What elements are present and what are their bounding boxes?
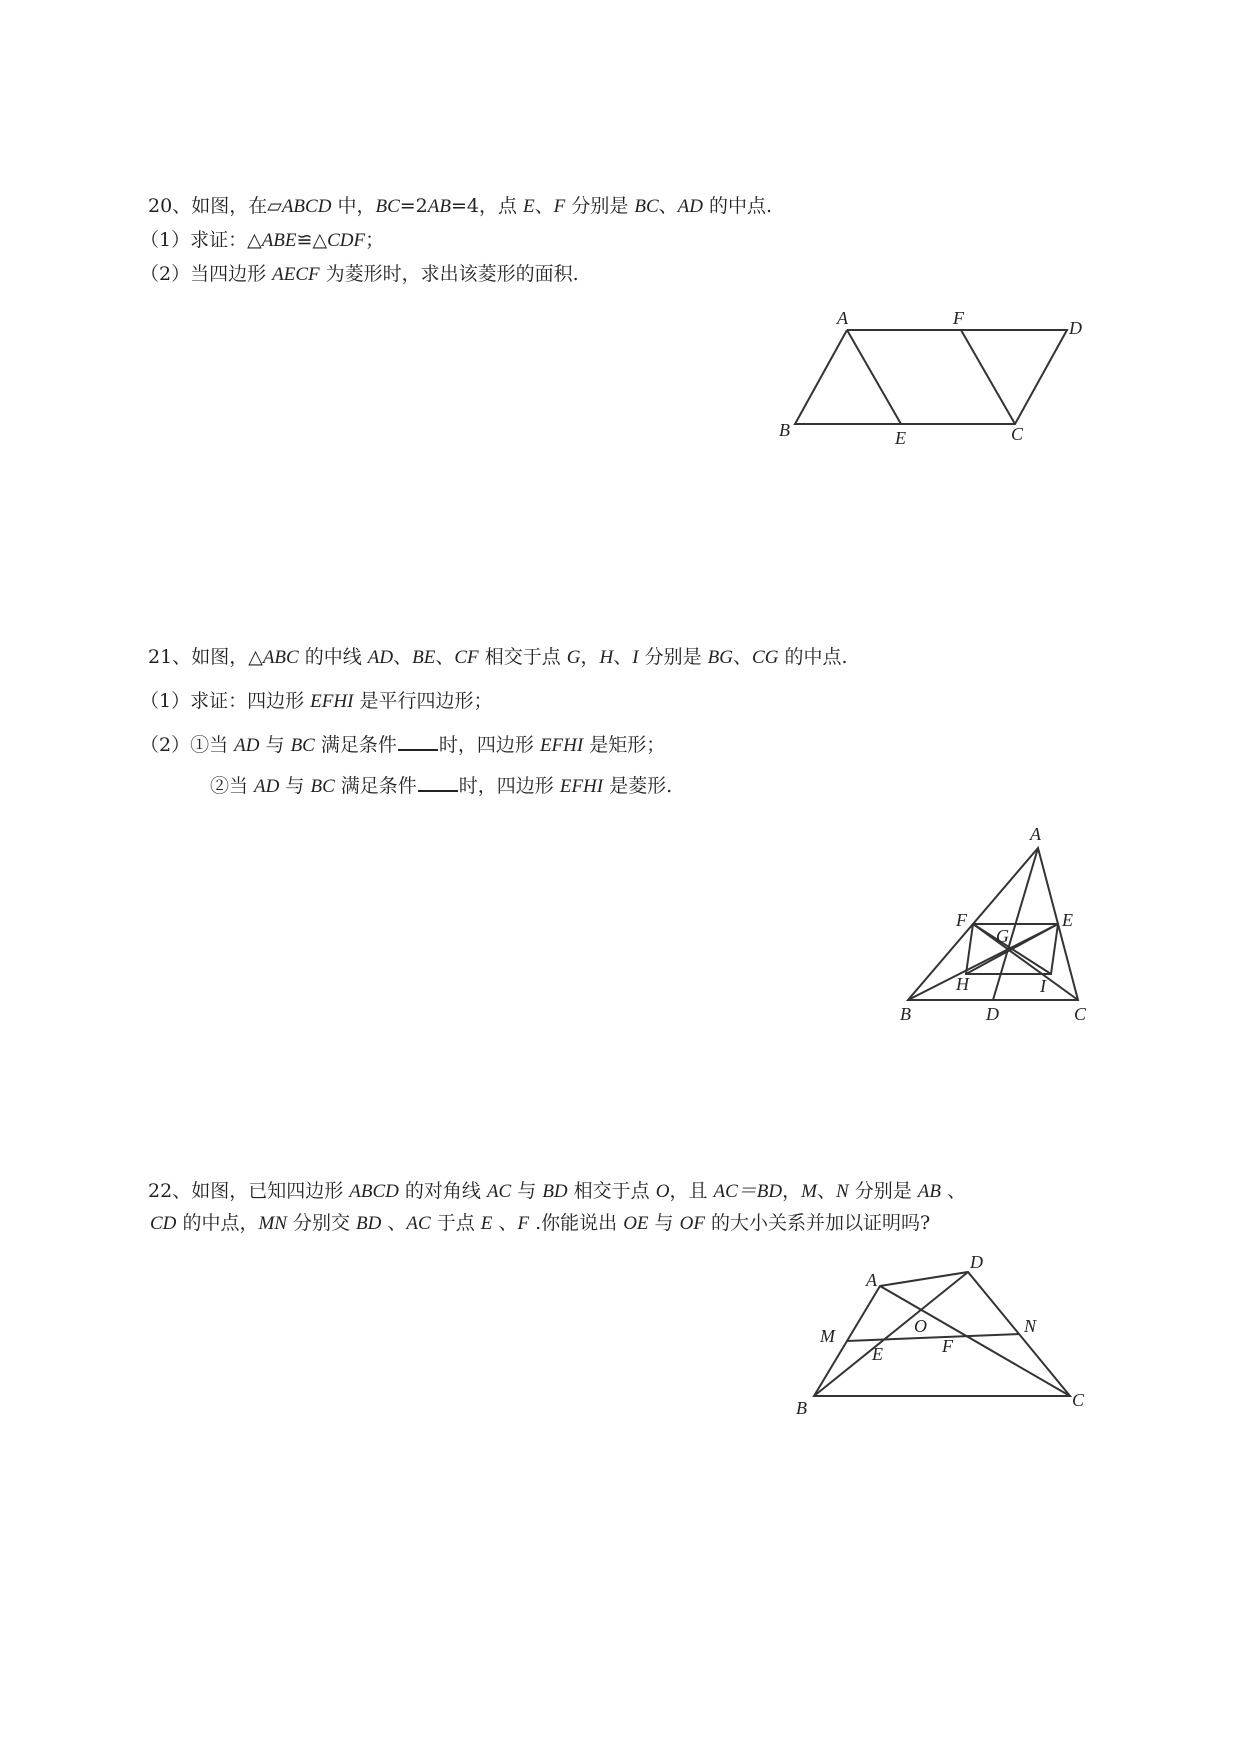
answer-blank-rectangle[interactable]	[398, 731, 438, 751]
q22-diagonal-bd	[814, 1272, 968, 1396]
q20-label-d: D	[1069, 318, 1082, 338]
q20-parallelogram	[795, 330, 1067, 424]
q20-segment-ae	[847, 330, 901, 424]
q22-label-e: E	[872, 1344, 883, 1364]
q21-label-i: I	[1040, 976, 1046, 996]
q20-part2: （2）当四边形 AECF 为菱形时，求出该菱形的面积.	[140, 263, 579, 285]
q21-label-c: C	[1074, 1004, 1087, 1024]
q21-label-a: A	[1030, 824, 1041, 844]
q21-label-f: F	[956, 910, 967, 930]
q22-label-a: A	[866, 1270, 877, 1290]
q22-figure	[780, 1250, 1100, 1420]
q22-segment-mn	[847, 1334, 1019, 1341]
q20-segment-fc	[961, 330, 1015, 424]
q21-figure	[880, 820, 1110, 1030]
q22-label-f: F	[942, 1336, 953, 1356]
answer-blank-rhombus[interactable]	[418, 772, 458, 792]
q21-label-e: E	[1062, 910, 1073, 930]
q22-label-b: B	[796, 1398, 807, 1418]
q20-label-b: B	[779, 420, 790, 440]
q20-label-e: E	[895, 428, 906, 448]
q21-stem: 21、如图，△ABC 的中线 AD、BE、CF 相交于点 G，H、I 分别是 BG、CG 的中点.	[148, 646, 848, 668]
q20-label-f: F	[953, 308, 964, 328]
q22-line1: 22、如图，已知四边形 ABCD 的对角线 AC 与 BD 相交于点 O，且 AC＝BD，M、N 分别是 AB 、	[148, 1180, 967, 1202]
q22-label-n: N	[1024, 1316, 1037, 1336]
q21-label-g: G	[996, 926, 1009, 946]
q22-diagonal-ac	[880, 1286, 1070, 1396]
q21-part2-1: （2）①当 AD 与 BC 满足条件 时，四边形 EFHI 是矩形；	[140, 731, 665, 759]
q21-label-d: D	[986, 1004, 999, 1024]
q22-label-d: D	[970, 1252, 983, 1272]
q20-stem: 20、如图，在▱ABCD 中，BC=2AB=4，点 E、F 分别是 BC、AD 的中点.	[148, 195, 773, 217]
q20-label-a: A	[837, 308, 848, 328]
q21-part1: （1）求证：四边形 EFHI 是平行四边形；	[140, 690, 493, 712]
q22-label-m: M	[820, 1326, 835, 1346]
q20-figure	[765, 300, 1095, 460]
q21-segment-eh	[966, 924, 1058, 974]
q20-part1: （1）求证：△ABE≌△CDF；	[140, 229, 385, 251]
q22-label-o: O	[914, 1316, 927, 1336]
q21-part2-2: ②当 AD 与 BC 满足条件 时，四边形 EFHI 是菱形.	[210, 772, 672, 800]
q22-label-c: C	[1072, 1390, 1085, 1410]
q21-label-b: B	[900, 1004, 911, 1024]
q22-line2: CD 的中点，MN 分别交 BD 、AC 于点 E 、F .你能说出 OE 与 OF 的大小关系并加以证明吗?	[150, 1212, 931, 1234]
q20-label-c: C	[1011, 424, 1024, 444]
q21-label-h: H	[956, 974, 969, 994]
